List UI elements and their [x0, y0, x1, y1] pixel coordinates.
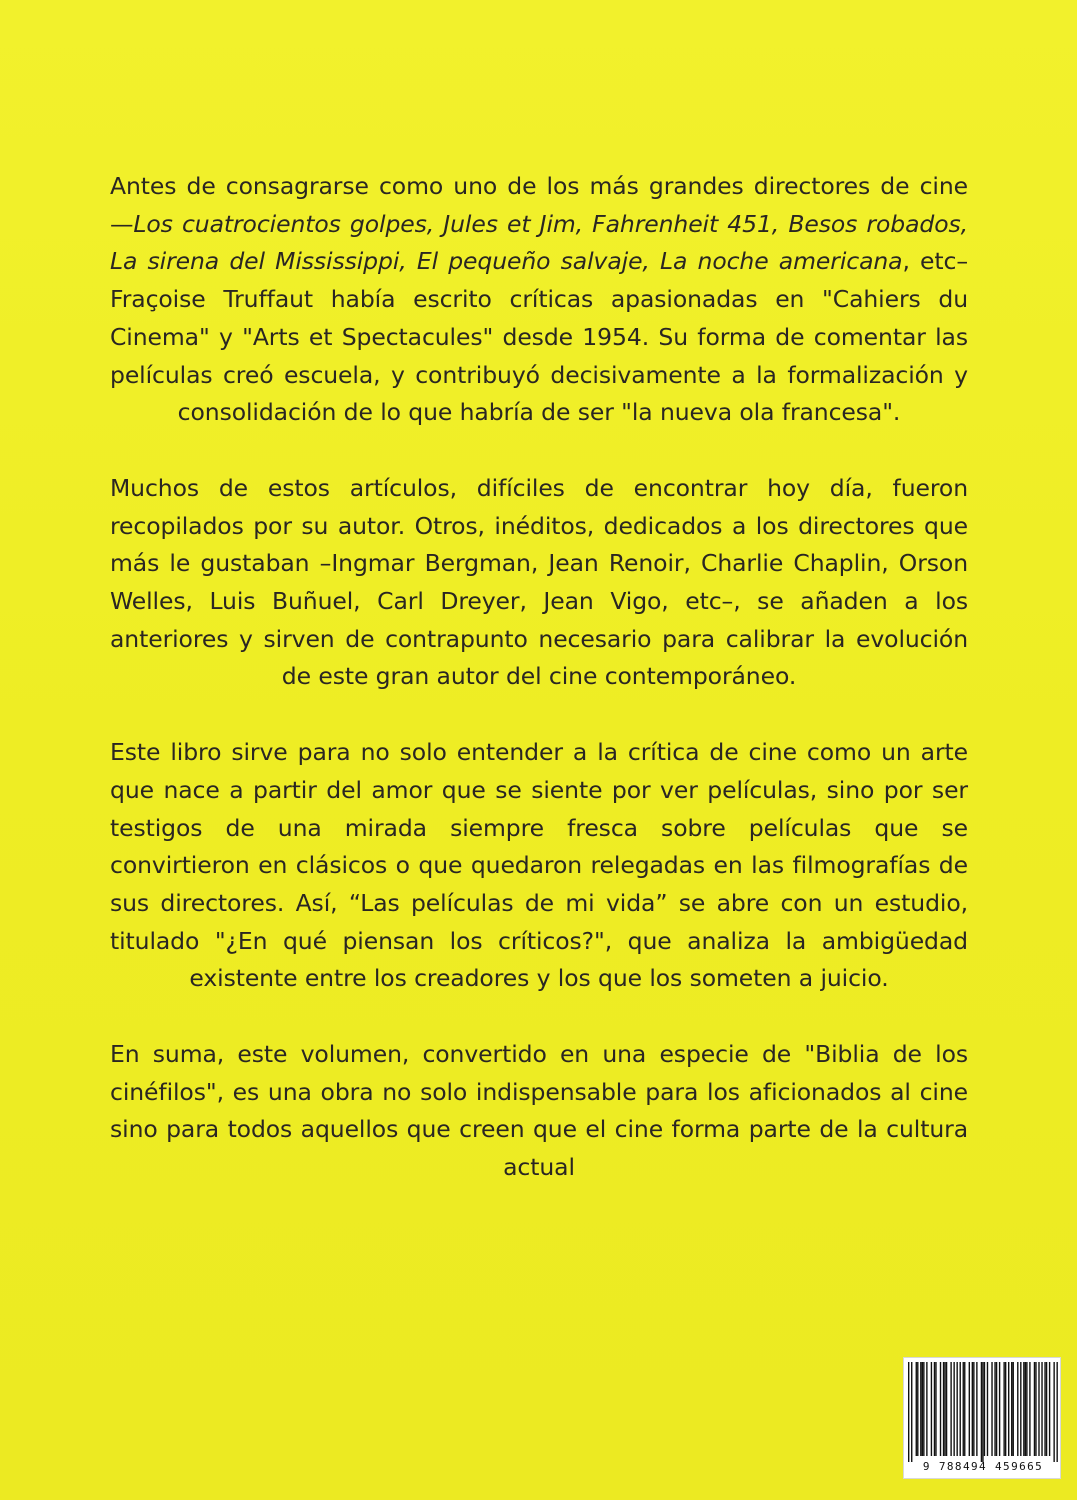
barcode-bar [969, 1362, 970, 1456]
barcode-bar [981, 1362, 982, 1462]
barcode-bar [976, 1362, 977, 1456]
barcode-bar [1011, 1362, 1012, 1456]
paragraph-1-segment-1: Antes de consagrarse como uno de los más grandes directores de cine — [110, 172, 968, 238]
barcode-bar [944, 1362, 945, 1456]
synopsis-paragraph-3 [110, 734, 968, 998]
barcode-bar [931, 1362, 932, 1456]
synopsis-paragraph-2 [110, 470, 968, 696]
barcode-bar [1034, 1362, 1035, 1456]
barcode-bar [953, 1362, 954, 1456]
barcode-bar [943, 1362, 944, 1456]
barcode-bar [991, 1362, 992, 1456]
barcode-bar [911, 1362, 912, 1462]
barcode-bar [923, 1362, 924, 1456]
barcode-bar [908, 1362, 909, 1462]
barcode-bar [964, 1362, 965, 1456]
barcode-bar [1056, 1362, 1057, 1462]
barcode-bar [1023, 1362, 1024, 1456]
barcode-bar [1038, 1362, 1039, 1456]
barcode-bar [935, 1362, 936, 1456]
barcode-bar [1046, 1362, 1047, 1456]
barcode-bar [996, 1362, 997, 1456]
barcode-bar [1029, 1362, 1030, 1456]
barcode-bar [984, 1362, 985, 1456]
barcode-bar [1013, 1362, 1014, 1456]
barcode-bar [940, 1362, 941, 1456]
barcode-bar [1020, 1362, 1021, 1456]
barcode-bar [987, 1362, 988, 1456]
barcode-bar [1017, 1362, 1018, 1456]
barcode-bar [982, 1362, 983, 1462]
barcode-bar [1025, 1362, 1026, 1456]
paragraph-2-text: Muchos de estos artículos, difíciles de encontrar hoy día, fueron recopilados por su autor. Otros, inéditos, dedicados a los directores que más le gustaban –Ingmar Bergman, Jean Renoir, Charlie Chaplin, Orson Welles, Luis Buñuel, Carl Dreyer, Jean Vigo, etc–, se añaden a los anteriores y sirven de contrapunto necesario para calibrar la evolución de este gran autor del cine contemporáneo. [110, 473, 968, 691]
barcode-bar [972, 1362, 973, 1456]
paragraph-3-text: Este libro sirve para no solo entender a la crítica de cine como un arte que nace a partir del amor que se siente por ver películas, sino por ser testigos de una mirada siempre fresca sobre películas que se convirtieron en clásicos o que quedaron relegadas en las filmografías de sus directores. Así, “Las películas de mi vida” se abre con un estudio, titulado "¿En qué piensan los críticos?", que analiza la ambigüedad existente entre los creadores y los que los someten a juicio. [110, 738, 968, 993]
paragraph-1-film-titles: Los cuatrocientos golpes, Jules et Jim, Fahrenheit 451, Besos robados, La sirena del Mississippi, El pequeño salvaje, La noche americana [110, 209, 968, 276]
barcode-bar [1041, 1362, 1042, 1456]
synopsis-text [110, 168, 968, 1225]
barcode-bar [934, 1362, 935, 1456]
barcode-bar [1003, 1362, 1004, 1456]
barcode-bar [960, 1362, 961, 1456]
barcode-bar [1005, 1362, 1006, 1456]
barcode-bar [1049, 1362, 1050, 1456]
barcode-bar [926, 1362, 927, 1456]
barcode-bar [994, 1362, 995, 1456]
paragraph-1-segment-3: , etc– Fraçoise Truffaut había escrito críticas apasionadas en "Cahiers du Cinema" y "Arts et Spectacules" desde 1954. Su forma de comentar las películas creó escuela, y contribuyó decisivamente a la formalización y consolidación de lo que habría de ser "la nueva ola francesa". [110, 247, 969, 427]
barcode-bar [963, 1362, 964, 1456]
barcode-bar [946, 1362, 947, 1456]
barcode-bar [1044, 1362, 1045, 1456]
barcode-bar [1008, 1362, 1009, 1456]
barcode-bar [922, 1362, 923, 1456]
isbn-digits: 9 788494 459665 [922, 1460, 1044, 1473]
barcode-bar [920, 1362, 921, 1456]
barcode-bars-icon [908, 1362, 1058, 1462]
barcode-bar [973, 1362, 974, 1456]
isbn-barcode [903, 1357, 1061, 1479]
barcode-bar [999, 1362, 1000, 1456]
barcode-bar [950, 1362, 951, 1456]
barcode-bar [1035, 1362, 1036, 1456]
paragraph-4-text: En suma, este volumen, convertido en una especie de "Biblia de los cinéfilos", es una obra no solo indispensable para los aficionados al cine sino para todos aquellos que creen que el cine forma parte de la cultura actual [110, 1040, 968, 1182]
barcode-bar [956, 1362, 957, 1456]
synopsis-paragraph-1 [110, 168, 968, 432]
barcode-bar [916, 1362, 917, 1456]
barcode-bar [1026, 1362, 1027, 1456]
barcode-bar [917, 1362, 918, 1456]
synopsis-paragraph-4 [110, 1036, 968, 1187]
barcode-bar [1053, 1362, 1054, 1462]
